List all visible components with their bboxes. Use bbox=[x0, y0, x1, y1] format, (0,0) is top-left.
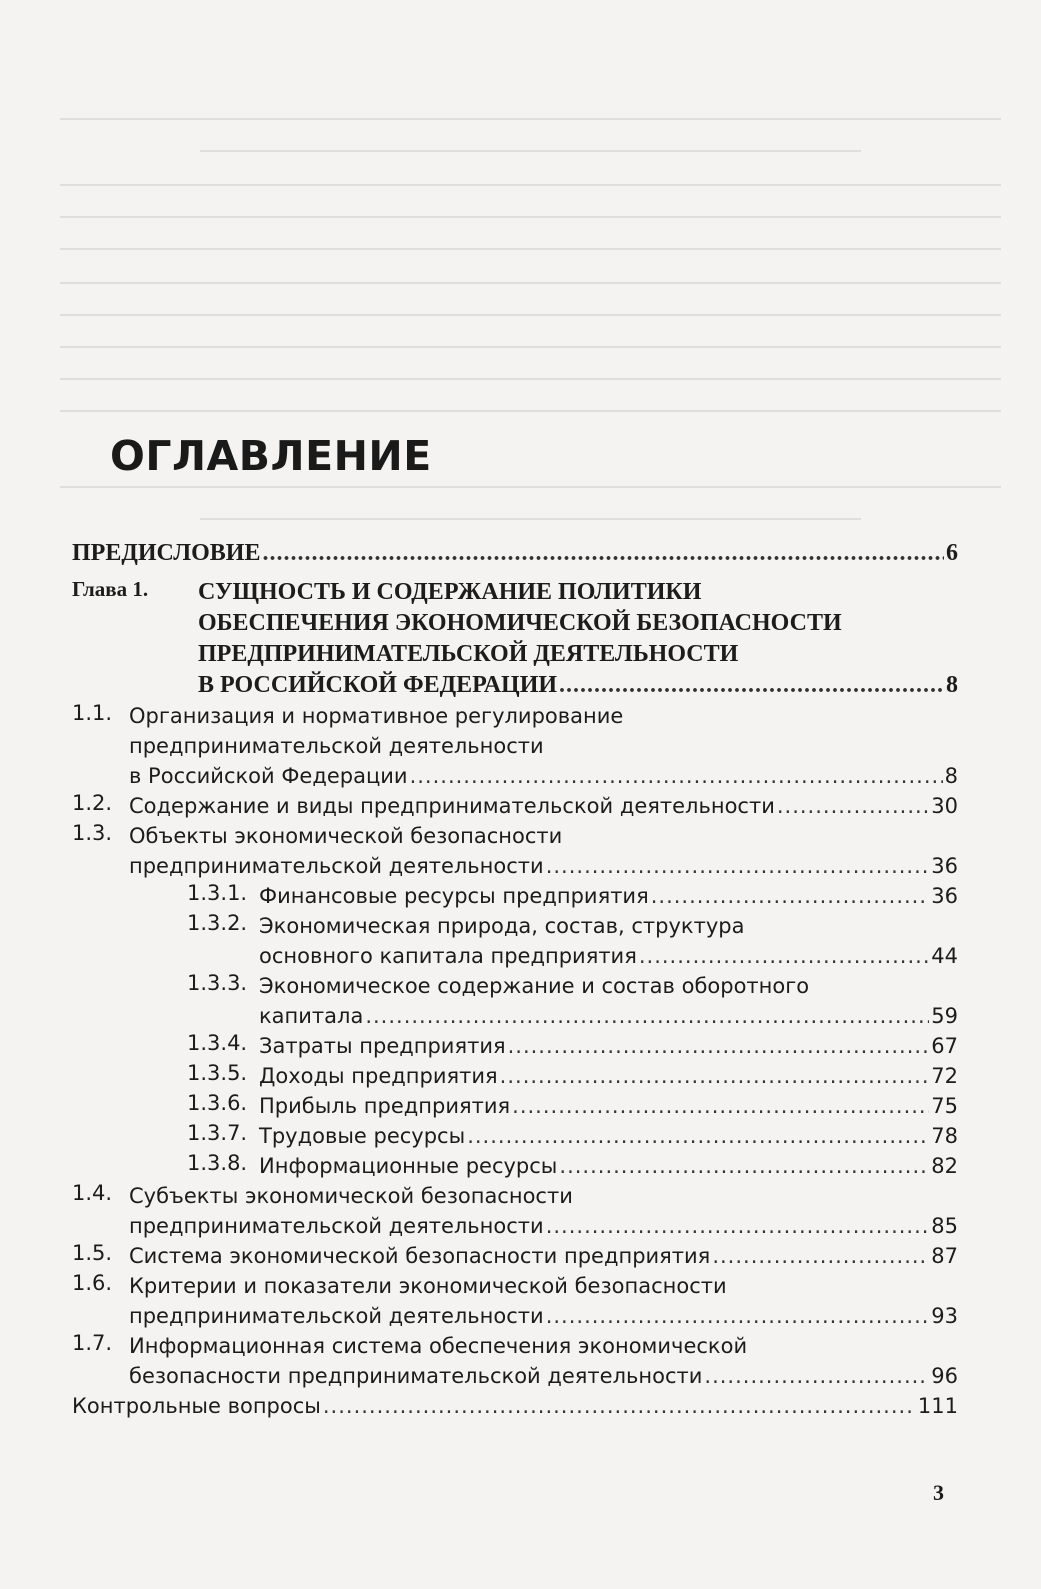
toc-entry-title-line: ПРЕДПРИНИМАТЕЛЬСКОЙ ДЕЯТЕЛЬНОСТИ bbox=[198, 641, 739, 667]
toc-entry-title-line: Доходы предприятия bbox=[259, 1064, 498, 1088]
toc-entry-page: 96 bbox=[931, 1364, 958, 1388]
toc-entry bbox=[72, 701, 958, 791]
dot-leader bbox=[365, 1001, 929, 1031]
toc-entry-title-line: ПРЕДИСЛОВИЕ bbox=[72, 540, 261, 566]
toc-entry bbox=[72, 538, 958, 569]
toc-entry-page: 87 bbox=[931, 1244, 958, 1268]
toc-entry-title-line: Экономическое содержание и состав оборотного bbox=[259, 974, 810, 998]
dot-leader bbox=[777, 791, 929, 821]
toc-entry-page: 82 bbox=[931, 1154, 958, 1178]
toc-entry bbox=[72, 881, 958, 911]
page-number: 3 bbox=[933, 1480, 944, 1505]
toc-entry-page: 85 bbox=[931, 1214, 958, 1238]
toc-entry bbox=[72, 1031, 958, 1061]
toc-entry-page: 72 bbox=[931, 1064, 958, 1088]
toc-entry-number: 1.3.8. bbox=[187, 1151, 248, 1175]
dot-leader bbox=[704, 1361, 929, 1391]
dot-leader bbox=[508, 1031, 930, 1061]
toc-entry-title-line: Экономическая природа, состав, структура bbox=[259, 914, 745, 938]
toc-entry-page: 30 bbox=[931, 794, 958, 818]
toc-entry-number: 1.4. bbox=[72, 1181, 113, 1205]
toc-entry-number: 1.3.1. bbox=[187, 881, 248, 905]
toc-entry-number: 1.3.2. bbox=[187, 911, 248, 935]
toc-entry-title-line: Информационная система обеспечения экономической bbox=[129, 1334, 748, 1358]
toc-entry-number: Глава 1. bbox=[72, 577, 149, 601]
toc-entry-number: 1.6. bbox=[72, 1271, 113, 1295]
dot-leader bbox=[467, 1121, 929, 1151]
dot-leader bbox=[559, 1151, 929, 1181]
dot-leader bbox=[410, 761, 943, 791]
toc-entry-title-line: предпринимательской деятельности bbox=[129, 734, 544, 758]
toc-entry-page: 36 bbox=[931, 854, 958, 878]
dot-leader bbox=[712, 1241, 929, 1271]
toc-entry-number: 1.3.4. bbox=[187, 1031, 248, 1055]
toc-entry-title-line: предпринимательской деятельности bbox=[129, 1304, 544, 1328]
toc-entry-title-line: В РОССИЙСКОЙ ФЕДЕРАЦИИ bbox=[198, 672, 558, 698]
toc-entry bbox=[72, 911, 958, 971]
toc-entry-title-line: Субъекты экономической безопасности bbox=[129, 1184, 573, 1208]
toc-entry-page: 8 bbox=[946, 672, 958, 698]
dot-leader bbox=[500, 1061, 930, 1091]
toc-entry-title-line: Финансовые ресурсы предприятия bbox=[259, 884, 649, 908]
toc-entry-title-line: в Российской Федерации bbox=[129, 764, 408, 788]
toc-entry-number: 1.3. bbox=[72, 821, 113, 845]
toc-entry-title-line: ОБЕСПЕЧЕНИЯ ЭКОНОМИЧЕСКОЙ БЕЗОПАСНОСТИ bbox=[198, 610, 842, 636]
toc-entry-title-line: безопасности предпринимательской деятельности bbox=[129, 1364, 703, 1388]
toc-entry-title-line: капитала bbox=[259, 1004, 364, 1028]
toc-entry-title-line: Критерии и показатели экономической безопасности bbox=[129, 1274, 727, 1298]
toc-entry bbox=[72, 1331, 958, 1391]
toc-entry-page: 8 bbox=[944, 764, 958, 788]
toc-entry-number: 1.5. bbox=[72, 1241, 113, 1265]
toc-entry-page: 111 bbox=[917, 1394, 958, 1418]
dot-leader bbox=[323, 1391, 916, 1421]
toc-entry-number: 1.3.6. bbox=[187, 1091, 248, 1115]
toc-entry-number: 1.3.7. bbox=[187, 1121, 248, 1145]
toc-entry-title-line: Затраты предприятия bbox=[259, 1034, 506, 1058]
dot-leader bbox=[546, 1301, 930, 1331]
toc-entry bbox=[72, 1151, 958, 1181]
toc-entry bbox=[72, 1241, 958, 1271]
toc-entry-page: 36 bbox=[931, 884, 958, 908]
toc-entry bbox=[72, 1091, 958, 1121]
toc-entry bbox=[72, 577, 958, 701]
toc-entry-number: 1.1. bbox=[72, 701, 113, 725]
dot-leader bbox=[651, 881, 930, 911]
page-title: ОГЛАВЛЕНИЕ bbox=[110, 432, 432, 480]
toc-entry bbox=[72, 1061, 958, 1091]
toc-entry bbox=[72, 1121, 958, 1151]
toc-entry-title-line: Контрольные вопросы bbox=[72, 1394, 321, 1418]
toc-entry-page: 75 bbox=[931, 1094, 958, 1118]
toc-entry-number: 1.3.3. bbox=[187, 971, 248, 995]
dot-leader bbox=[639, 941, 929, 971]
dot-leader bbox=[546, 1211, 930, 1241]
toc-entry bbox=[72, 1391, 958, 1421]
toc-entry-page: 67 bbox=[931, 1034, 958, 1058]
toc-entry-title-line: Трудовые ресурсы bbox=[259, 1124, 466, 1148]
toc-entry-page: 93 bbox=[931, 1304, 958, 1328]
dot-leader bbox=[546, 851, 930, 881]
toc-entry-title-line: Содержание и виды предпринимательской деятельности bbox=[129, 794, 775, 818]
toc-entry-title-line: Объекты экономической безопасности bbox=[129, 824, 563, 848]
toc-entry-title-line: Организация и нормативное регулирование bbox=[129, 704, 624, 728]
toc-entry bbox=[72, 791, 958, 821]
toc-entry-number: 1.7. bbox=[72, 1331, 113, 1355]
toc-entry-title-line: Прибыль предприятия bbox=[259, 1094, 511, 1118]
dot-leader bbox=[262, 538, 944, 569]
dot-leader bbox=[512, 1091, 929, 1121]
toc-entry bbox=[72, 821, 958, 881]
toc-entry bbox=[72, 971, 958, 1031]
toc-entry-page: 44 bbox=[931, 944, 958, 968]
toc-entry-page: 78 bbox=[931, 1124, 958, 1148]
dot-leader bbox=[559, 670, 944, 701]
toc-entry-number: 1.3.5. bbox=[187, 1061, 248, 1085]
toc-entry bbox=[72, 1181, 958, 1241]
toc-entry-title-line: Система экономической безопасности предприятия bbox=[129, 1244, 711, 1268]
toc-entry-title-line: СУЩНОСТЬ И СОДЕРЖАНИЕ ПОЛИТИКИ bbox=[198, 579, 702, 605]
toc-entry-page: 59 bbox=[931, 1004, 958, 1028]
toc-entry-number: 1.2. bbox=[72, 791, 113, 815]
table-of-contents bbox=[72, 538, 958, 1421]
toc-entry-title-line: предпринимательской деятельности bbox=[129, 1214, 544, 1238]
toc-entry-page: 6 bbox=[946, 540, 958, 566]
toc-entry-title-line: основного капитала предприятия bbox=[259, 944, 637, 968]
toc-entry-title-line: Информационные ресурсы bbox=[259, 1154, 558, 1178]
toc-entry-title-line: предпринимательской деятельности bbox=[129, 854, 544, 878]
toc-entry bbox=[72, 1271, 958, 1331]
